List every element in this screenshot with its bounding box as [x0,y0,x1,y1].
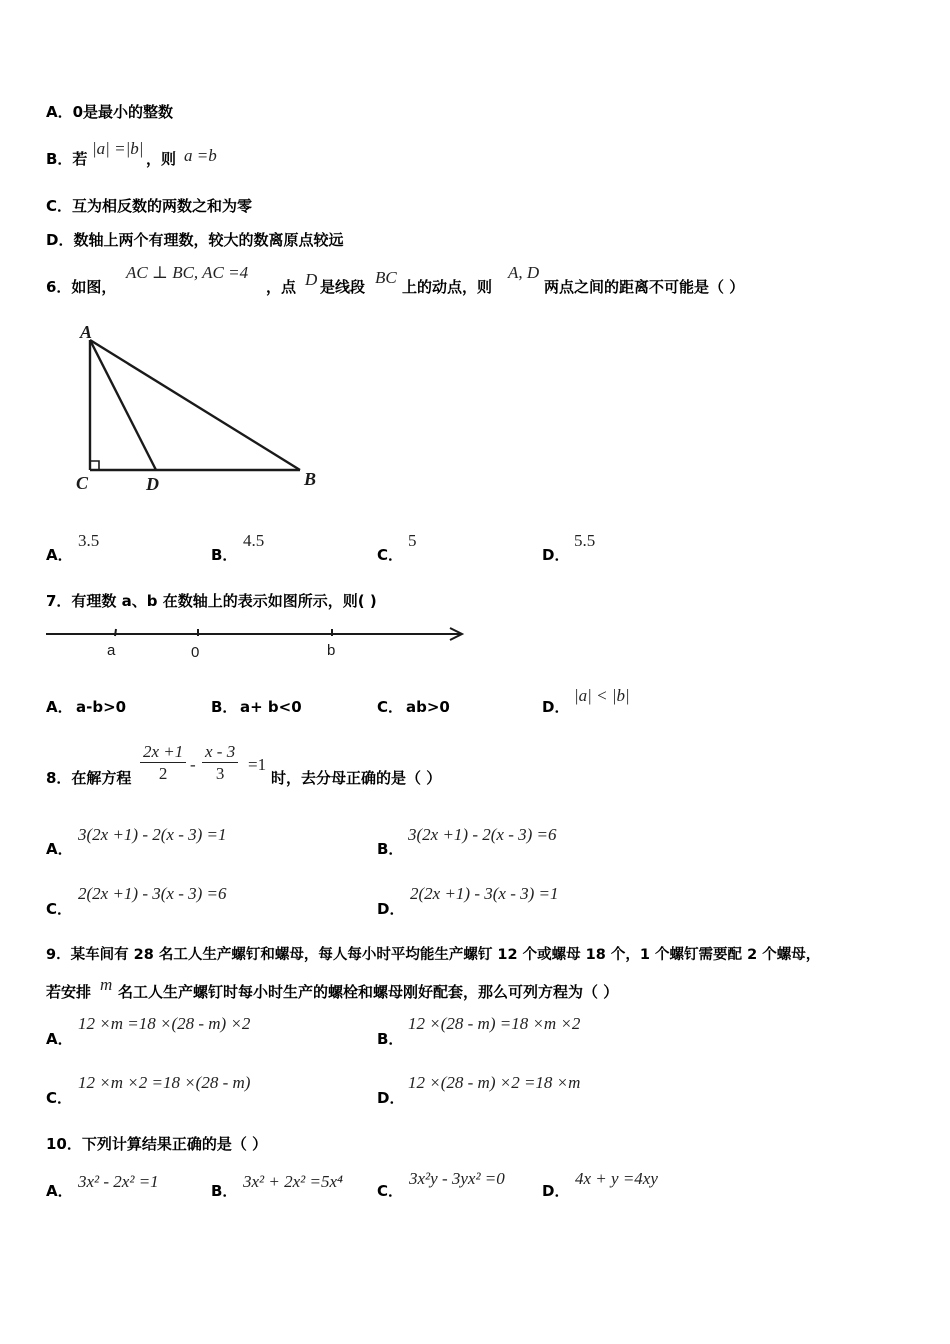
q6-option-c-value: 5 [408,531,417,550]
q8-fraction-2-denominator: 3 [215,764,225,783]
q7-option-b-label: B． [211,698,238,716]
q8-option-a-value: 3(2x +1) - 2(x - 3) =1 [78,825,227,844]
q6-option-a-label: A． [46,546,73,564]
q10-stem: 10．下列计算结果正确的是（ ） [46,1135,268,1153]
q8-option-c-label: C． [46,900,73,918]
q8-fraction-2-numerator: x - 3 [202,742,238,763]
q6-text-2: 是线段 [320,278,366,296]
q8-option-d-value: 2(2x +1) - 3(x - 3) =1 [410,884,559,903]
q7-option-c-value: ab>0 [406,698,450,716]
q8-option-a-label: A． [46,840,73,858]
vertex-label-b: B [304,469,317,489]
q9-option-a-value: 12 ×m =18 ×(28 - m) ×2 [78,1014,251,1033]
q7-option-c-label: C． [377,698,404,716]
q10-option-d-value: 4x + y =4xy [575,1169,658,1188]
q7-option-a-value: a-b>0 [76,698,127,716]
q6-text-3: 上的动点，则 [402,278,493,296]
q9-option-b-value: 12 ×(28 - m) =18 ×m ×2 [408,1014,581,1033]
q6-option-d-value: 5.5 [574,531,596,550]
q10-option-d-label: D． [542,1182,570,1200]
q9-option-b-label: B． [377,1030,404,1048]
q5-option-b-conclusion: a =b [184,146,217,165]
q9-option-a-label: A． [46,1030,73,1048]
q9-option-c-value: 12 ×m ×2 =18 ×(28 - m) [78,1073,251,1092]
q8-fraction-1 [140,742,186,785]
q5-option-b-condition: |a| =|b| [92,139,144,158]
vertex-label-c: C [76,473,89,493]
q9-stem-line-2b: 名工人生产螺钉时每小时生产的螺栓和螺母刚好配套，那么可列方程为（ ） [118,983,619,1001]
q6-number: 6．如图， [46,278,117,296]
q7-option-d-value: |a| < |b| [574,686,630,705]
tick-a [115,629,116,636]
q8-fraction-1-denominator: 2 [158,764,168,783]
q5-option-b-prefix: B．若 [46,150,88,168]
q9-option-d-value: 12 ×(28 - m) ×2 =18 ×m [408,1073,581,1092]
q6-option-d-label: D． [542,546,570,564]
tick-label-zero: 0 [191,644,200,661]
q6-option-a-value: 3.5 [78,531,100,550]
q8-suffix: 时，去分母正确的是（ ） [271,769,442,787]
q10-option-c-label: C． [377,1182,404,1200]
q10-option-c-value: 3x²y - 3yx² =0 [409,1169,505,1188]
q7-option-d-label: D． [542,698,570,716]
q9-stem-line-2a: 若安排 [46,983,92,1001]
q10-option-b-value: 3x² + 2x² =5x⁴ [243,1172,343,1191]
q10-option-a-label: A． [46,1182,73,1200]
q6-points-ad: A, D [508,263,540,282]
q7-stem: 7．有理数 a、b 在数轴上的表示如图所示，则( ) [46,592,377,610]
q8-prefix: 8．在解方程 [46,769,132,787]
q8-minus-sign: - [190,755,196,774]
q8-fraction-1-numerator: 2x +1 [140,742,186,763]
vertex-label-d: D [146,474,159,494]
q6-text-4: 两点之间的距离不可能是（ ） [544,278,745,296]
q8-option-b-label: B． [377,840,404,858]
q8-equals: =1 [248,755,267,774]
tick-label-b: b [327,642,336,659]
q9-variable-m: m [100,975,113,994]
q8-option-b-value: 3(2x +1) - 2(x - 3) =6 [408,825,557,844]
q8-option-d-label: D． [377,900,405,918]
q6-option-b-value: 4.5 [243,531,265,550]
q6-text-1: ，点 [266,278,297,296]
q6-option-b-label: B． [211,546,238,564]
q6-option-c-label: C． [377,546,404,564]
q6-condition: AC ⊥ BC, AC =4 [126,263,249,282]
q9-option-c-label: C． [46,1089,73,1107]
tick-label-a: a [107,642,116,659]
q5-option-b-mid: ，则 [146,150,177,168]
q8-fraction-2 [202,742,238,785]
q5-option-a: A．0是最小的整数 [46,103,174,121]
q6-point-d: D [305,270,318,289]
q9-stem-line-1: 9．某车间有 28 名工人生产螺钉和螺母，每人每小时平均能生产螺钉 12 个或螺母 18 个，1 个螺钉需要配 2 个螺母， [46,947,821,963]
q7-option-a-label: A． [46,698,73,716]
vertex-label-a: A [80,322,93,342]
q5-option-d: D．数轴上两个有理数，较大的数离原点较远 [46,231,344,249]
q7-option-b-value: a+ b<0 [240,698,302,716]
q9-option-d-label: D． [377,1089,405,1107]
q10-option-b-label: B． [211,1182,238,1200]
q10-option-a-value: 3x² - 2x² =1 [78,1172,159,1191]
q5-option-c: C．互为相反数的两数之和为零 [46,197,253,215]
q6-segment-bc: BC [375,268,397,287]
q8-option-c-value: 2(2x +1) - 3(x - 3) =6 [78,884,227,903]
